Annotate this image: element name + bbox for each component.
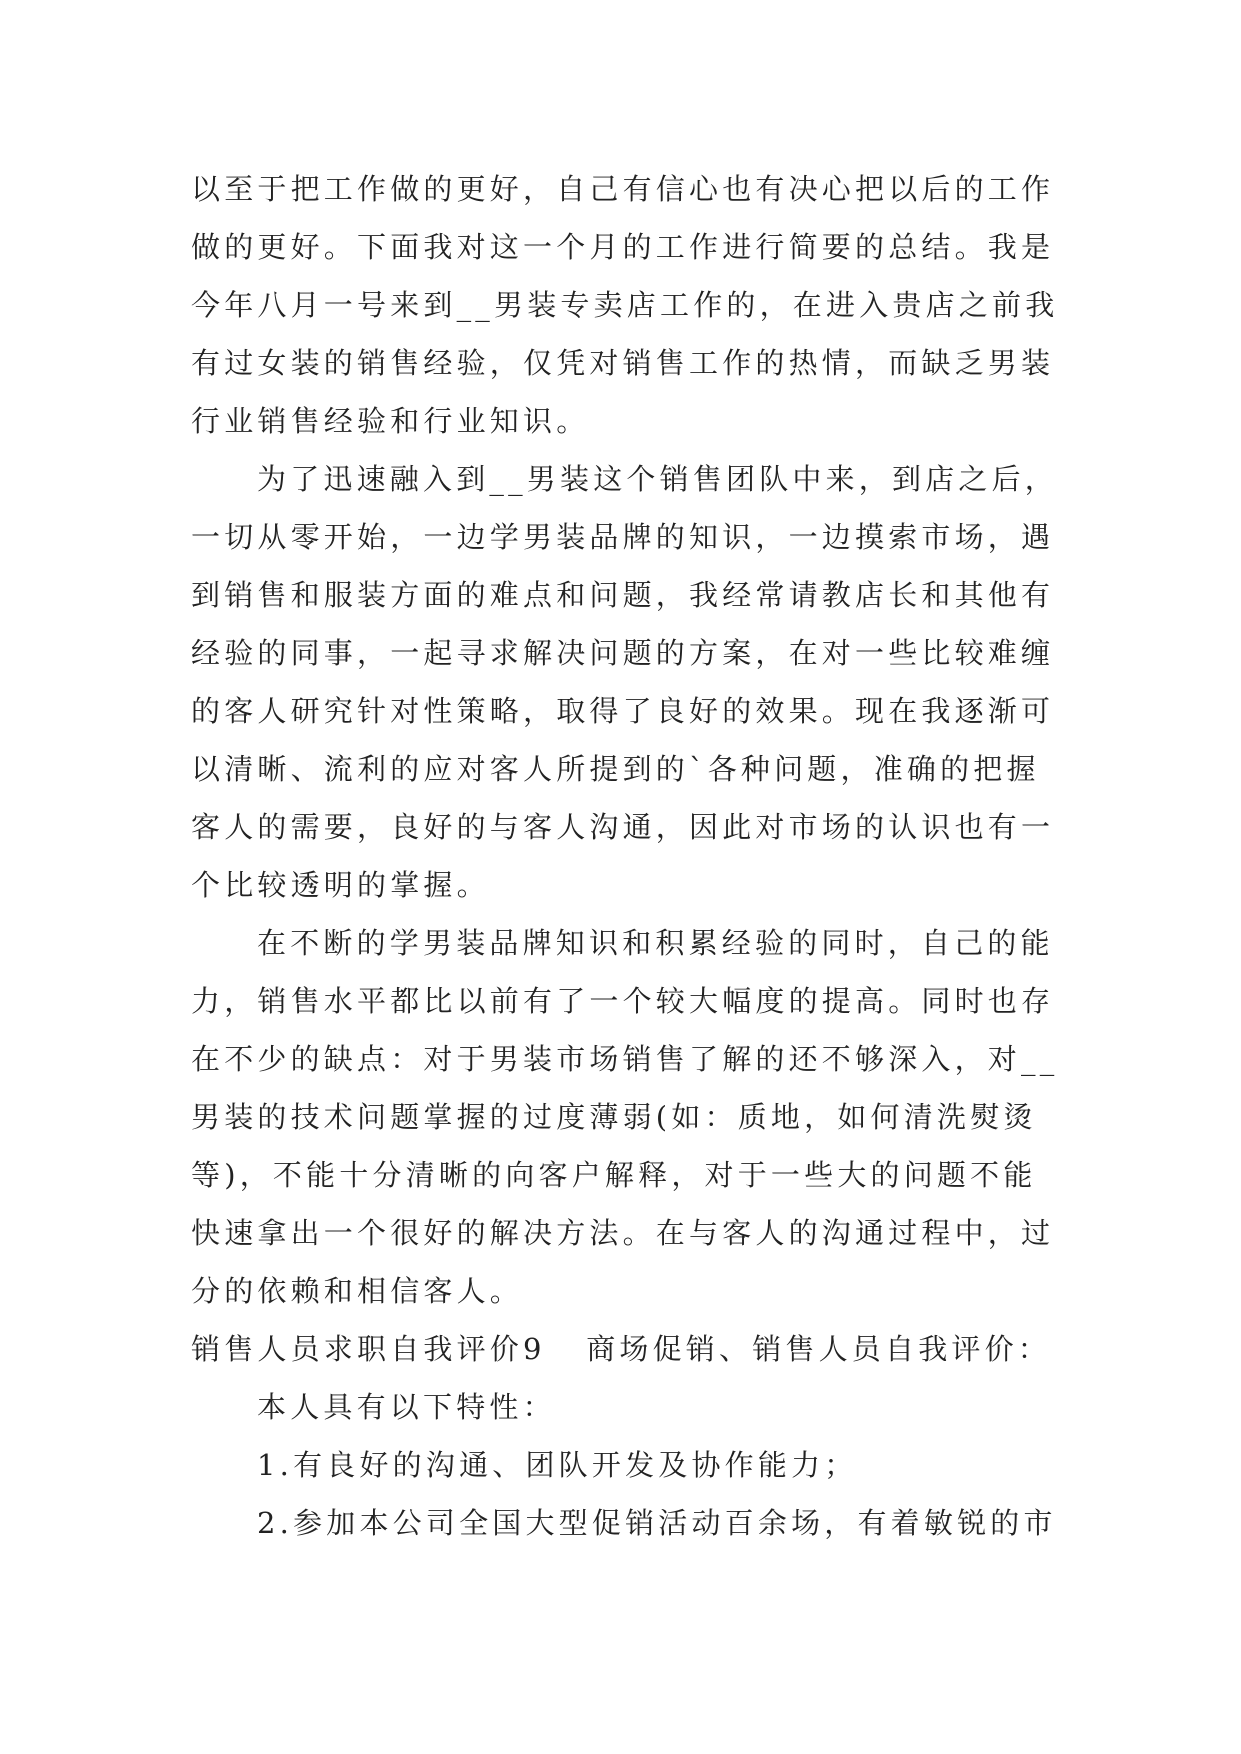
text-line: 以清晰、流利的应对客人所提到的`各种问题，准确的把握 [191,752,1040,786]
text-line: 一切从零开始，一边学男装品牌的知识，一边摸索市场，遇 [191,520,1055,554]
paragraph-3 [191,914,1059,1320]
list-item: 1.有良好的沟通、团队开发及协作能力； [257,1448,858,1482]
text-line: 客人的需要，良好的与客人沟通，因此对市场的认识也有一 [191,810,1055,844]
text-line: 的客人研究针对性策略，取得了良好的效果。现在我逐渐可 [191,694,1055,728]
text-line: 快速拿出一个很好的解决方法。在与客人的沟通过程中，过 [191,1216,1055,1250]
section-subtitle: 商场促销、销售人员自我评价： [586,1332,1051,1366]
document-body [191,160,1059,1552]
text-line: 分的依赖和相信客人。 [191,1274,524,1308]
text-line: 经验的同事，一起寻求解决问题的方案，在对一些比较难缠 [191,636,1055,670]
text-line: 个比较透明的掌握。 [191,868,490,902]
text-line: 男装的技术问题掌握的过度薄弱(如：质地，如何清洗熨烫 [191,1100,1037,1134]
text-line: 力，销售水平都比以前有了一个较大幅度的提高。同时也存 [191,984,1055,1018]
text-line: 以至于把工作做的更好，自己有信心也有决心把以后的工作 [191,172,1055,206]
text-line: 为了迅速融入到__男装这个销售团队中来，到店之后， [257,462,1059,496]
paragraph-1 [191,160,1059,450]
text-line: 今年八月一号来到__男装专卖店工作的，在进入贵店之前我 [191,288,1059,322]
text-line: 到销售和服装方面的难点和问题，我经常请教店长和其他有 [191,578,1055,612]
text-line: 做的更好。下面我对这一个月的工作进行简要的总结。我是 [191,230,1055,264]
text-line: 行业销售经验和行业知识。 [191,404,590,438]
paragraph-4 [191,1378,1057,1552]
section-heading [191,1320,1051,1378]
section-title: 销售人员求职自我评价9 [191,1332,546,1366]
text-line: 在不少的缺点：对于男装市场销售了解的还不够深入，对__ [191,1042,1059,1076]
list-item: 2.参加本公司全国大型促销活动百余场，有着敏锐的市 [257,1506,1057,1540]
text-line: 在不断的学男装品牌知识和积累经验的同时，自己的能 [257,926,1054,960]
paragraph-2 [191,450,1059,914]
text-line: 有过女装的销售经验，仅凭对销售工作的热情，而缺乏男装 [191,346,1055,380]
text-line: 本人具有以下特性： [257,1390,556,1424]
text-line: 等)，不能十分清晰的向客户解释，对于一些大的问题不能 [191,1158,1037,1192]
